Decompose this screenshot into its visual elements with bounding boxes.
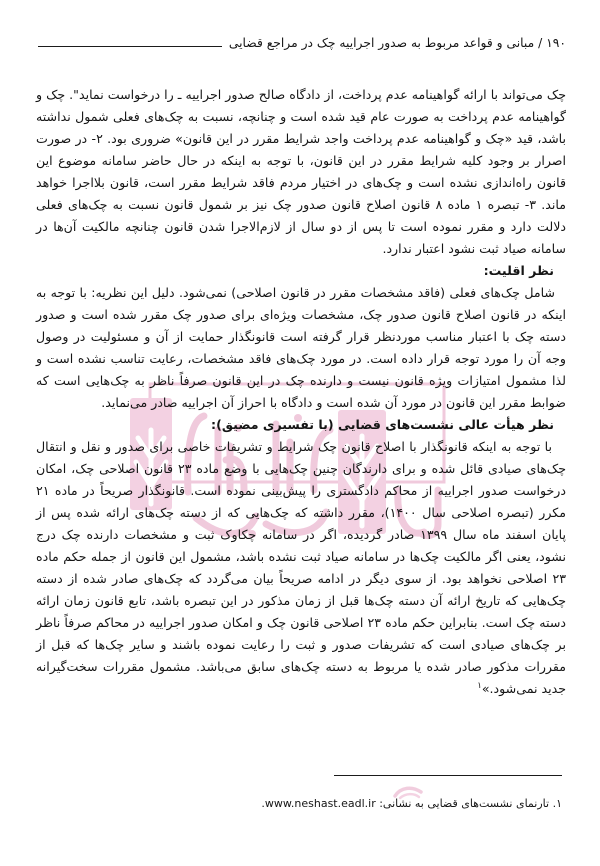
paragraph-continuation: چک می‌تواند با ارائه گواهینامه عدم پرداخت، از دادگاه صالح صدور اجراییه ـ را درخواست نماید". چک و گواهینامه عدم پرداخت به صورت عام قید شده است و چنانچه، نسبت به چک‌های فعلی شمول نداشته باشد، قید «چک و گواهینامه عدم پرداخت واجد شرایط مقرر در این قانون» ضروری بود. ۲- در صورت اصرار بر وجود کلیه شرایط مقرر در این قانون، با توجه به اینکه در حال حاضر سامانه موضوع این قانون راه‌اندازی نشده است و چک‌های در اختیار مردم فاقد شرایط مقرر است، قانون بلااجرا خواهد ماند. ۳- تبصره ۱ ماده ۸ قانون اصلاح قانون صدور چک نیز بر شمول قانون نسبت به چک‌های فعلی دلالت دارد و مقرر نموده است تا پس از دو سال از لازم‌الاجرا شدن قانون چنانچه مالکیت آن‌ها در سامانه صیاد ثبت نشود اعتبار ندارد. — [36, 87, 566, 256]
header-rule — [38, 46, 222, 47]
paragraph-board-opinion-text: با توجه به اینکه قانونگذار با اصلاح قانون چک شرایط و تشریفات خاصی برای صدور و نقل و انتقال چک‌های صیادی قائل شده و برای دارندگان چنین چک‌هایی با وضع ماده ۲۳ قانون اصلاحی چک، امکان درخواست صدور اجراییه از محاکم دادگستری را پیش‌بینی نموده است. قانونگذار صریحاً در ماده ۲۱ مکرر (تبصره اصلاحی سال ۱۴۰۰)، مقرر داشته که چک‌هایی که از دسته چک‌های ارائه شده پس از پایان اسفند ماه سال ۱۳۹۹ صادر گردیده، اگر در سامانه چکاوک ثبت و مشخصات دارنده چک درج نشود، یعنی اگر مالکیت چک‌ها در سامانه صیاد ثبت نشده باشد، مشمول این قانون از جمله حکم ماده ۲۳ اصلاحی نخواهد بود. از سوی دیگر در ادامه صریحاً بیان می‌گردد که چک‌های صادر شده از دسته چک‌هایی که تاریخ ارائه آن دسته چک‌ها قبل از زمان مذکور در این تبصره باشد، تابع قانون زمان ارائه دسته چک است. بنابراین حکم ماده ۲۳ اصلاحی قانون چک و امکان صدور اجراییه در محاکم صرفاً ناظر بر چک‌های صیادی است که تشریفات صدور و ثبت را رعایت نموده باشند و سایر چک‌ها که قبل از مقررات مذکور صادر شده یا مربوط به دسته چک‌های سابق می‌باشد. مشمول مقررات سخت‌گیرانه جدید نمی‌شود.» — [36, 439, 567, 696]
page-header — [36, 36, 566, 50]
heading-minority-opinion: نظر اقلیت: — [483, 263, 554, 278]
page-body — [36, 84, 566, 700]
footnote: ۱. تارنمای نشست‌های قضایی به نشانی: www.neshast.eadl.ir. — [261, 797, 562, 810]
watermark-smudge — [392, 784, 424, 801]
paragraph-minority-opinion: شامل چک‌های فعلی (فاقد مشخصات مقرر در قانون اصلاحی) نمی‌شود. دلیل این نظریه: با توجه به اینکه در قانون اصلاح قانون صدور چک، مشخصات ویژه‌ای برای صدور چک مقرر شده است و صدور دسته چک با اعتبار مناسب موردنظر قرار گرفته است قانونگذار حمایت از آن و مسئولیت در وصول وجه آن را مورد توجه قرار داده است. در مورد چک‌های فاقد مشخصات، رعایت تناسب نشده است و لذا مشمول امتیازات ویژه قانون نیست و دارنده چک در این قانون صرفاً ناظر به چک‌هایی است که ضوابط مقرر این قانون در مورد آن شده است و دادگاه با احراز آن اجراییه صادر می‌نماید. — [36, 285, 566, 410]
paragraph-board-opinion — [36, 436, 566, 700]
footnote-separator — [334, 775, 562, 776]
footnote-reference: ۱ — [477, 680, 482, 691]
page-header-text: ۱۹۰ / مبانی و قواعد مربوط به صدور اجراییه چک در مراجع قضایی — [228, 36, 566, 50]
heading-judicial-board-opinion: نظر هیأت عالی نشست‌های قضایی (با تفسیری مضیق): — [211, 417, 554, 432]
